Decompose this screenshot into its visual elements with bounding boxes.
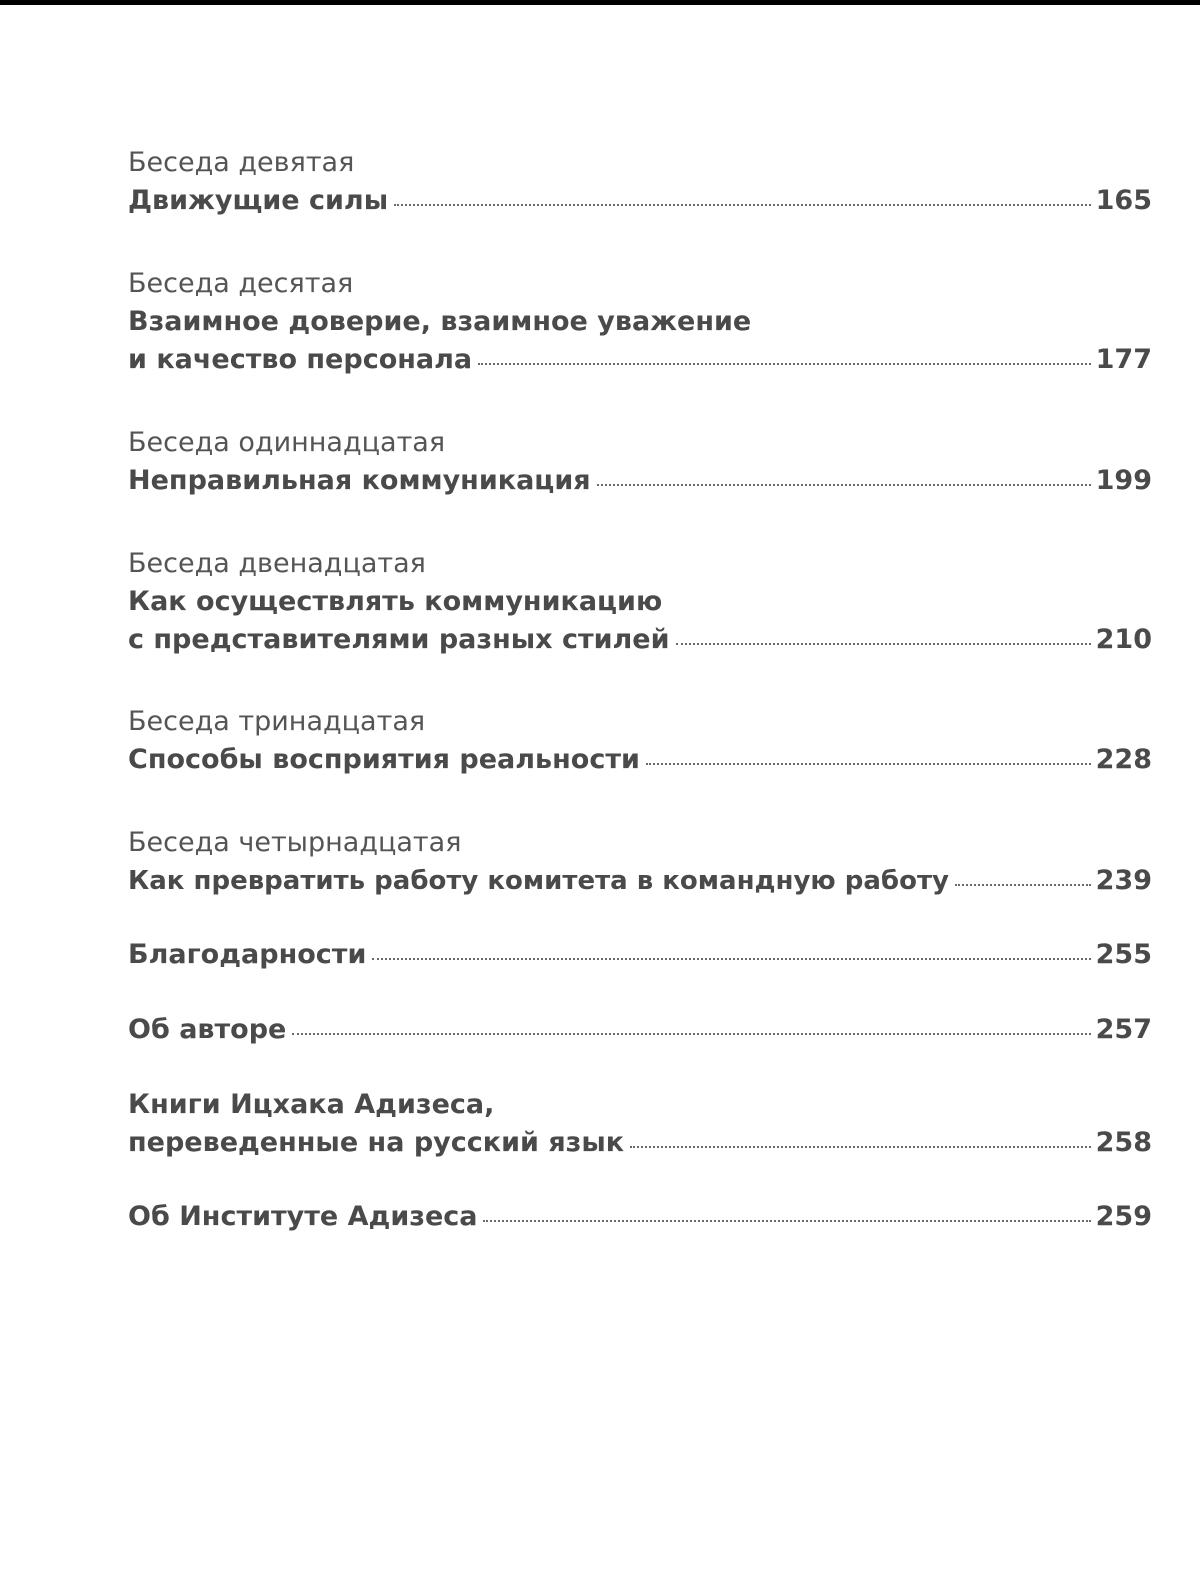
chapter-title-line[interactable] [128, 936, 1152, 974]
chapter-title: Движущие силы [128, 185, 389, 216]
toc-entry-12 [128, 545, 1152, 659]
chapter-subtitle: Беседа тринадцатая [128, 706, 426, 737]
chapter-title-line[interactable] [128, 1011, 1152, 1049]
chapter-title[interactable]: Книги Ицхака Адизеса, [128, 1089, 495, 1120]
chapter-title[interactable]: Взаимное доверие, взаимное уважение [128, 306, 752, 337]
dot-leader [597, 484, 1091, 486]
toc-entry-acknowledgements [128, 936, 1152, 974]
chapter-title-line[interactable] [128, 1198, 1152, 1236]
chapter-title: Об Институте Адизеса [128, 1201, 478, 1232]
chapter-title: Как превратить работу комитета в командную работу [128, 866, 949, 896]
dot-leader [955, 884, 1091, 886]
chapter-title: Благодарности [128, 939, 367, 970]
chapter-subtitle: Беседа девятая [128, 147, 355, 178]
page-number: 228 [1095, 744, 1152, 775]
chapter-title-line[interactable] [128, 621, 1152, 659]
chapter-subtitle: Беседа одиннадцатая [128, 427, 446, 458]
page-number: 177 [1095, 344, 1152, 375]
page-number: 257 [1095, 1014, 1152, 1045]
dot-leader [372, 958, 1090, 960]
page-number: 259 [1095, 1201, 1152, 1232]
chapter-title-continued: с представителями разных стилей [128, 624, 670, 655]
page-number: 255 [1095, 939, 1152, 970]
top-border [0, 0, 1200, 5]
chapter-title: Способы восприятия реальности [128, 744, 640, 775]
chapter-title-line[interactable] [128, 341, 1152, 379]
chapter-title-line[interactable] [128, 182, 1152, 220]
toc-entry-9 [128, 144, 1152, 220]
toc-entry-14 [128, 824, 1152, 900]
toc-entry-institute [128, 1198, 1152, 1236]
dot-leader [646, 763, 1091, 765]
chapter-subtitle: Беседа четырнадцатая [128, 827, 462, 858]
toc-entry-books [128, 1086, 1152, 1162]
toc-entry-about-author [128, 1011, 1152, 1049]
page-number: 199 [1095, 465, 1152, 496]
chapter-title-line[interactable] [128, 1124, 1152, 1162]
chapter-title: Об авторе [128, 1014, 287, 1045]
page-number: 210 [1095, 624, 1152, 655]
chapter-subtitle: Беседа двенадцатая [128, 548, 426, 579]
dot-leader [483, 1220, 1090, 1222]
chapter-title-line[interactable] [128, 462, 1152, 500]
chapter-title-line[interactable] [128, 741, 1152, 779]
toc-entry-13 [128, 703, 1152, 779]
dot-leader [292, 1033, 1090, 1035]
dot-leader [394, 204, 1091, 206]
chapter-subtitle: Беседа десятая [128, 268, 354, 299]
dot-leader [630, 1146, 1091, 1148]
chapter-title-continued: переведенные на русский язык [128, 1127, 625, 1158]
page-number: 165 [1095, 185, 1152, 216]
toc-entry-11 [128, 424, 1152, 500]
chapter-title-continued: и качество персонала [128, 344, 473, 375]
dot-leader [676, 643, 1091, 645]
dot-leader [478, 363, 1091, 365]
chapter-title[interactable]: Как осуществлять коммуникацию [128, 586, 663, 617]
page-number: 258 [1095, 1127, 1152, 1158]
page-number: 239 [1095, 865, 1152, 896]
chapter-title: Неправильная коммуникация [128, 465, 591, 496]
toc-entry-10 [128, 265, 1152, 379]
chapter-title-line[interactable] [128, 862, 1152, 900]
